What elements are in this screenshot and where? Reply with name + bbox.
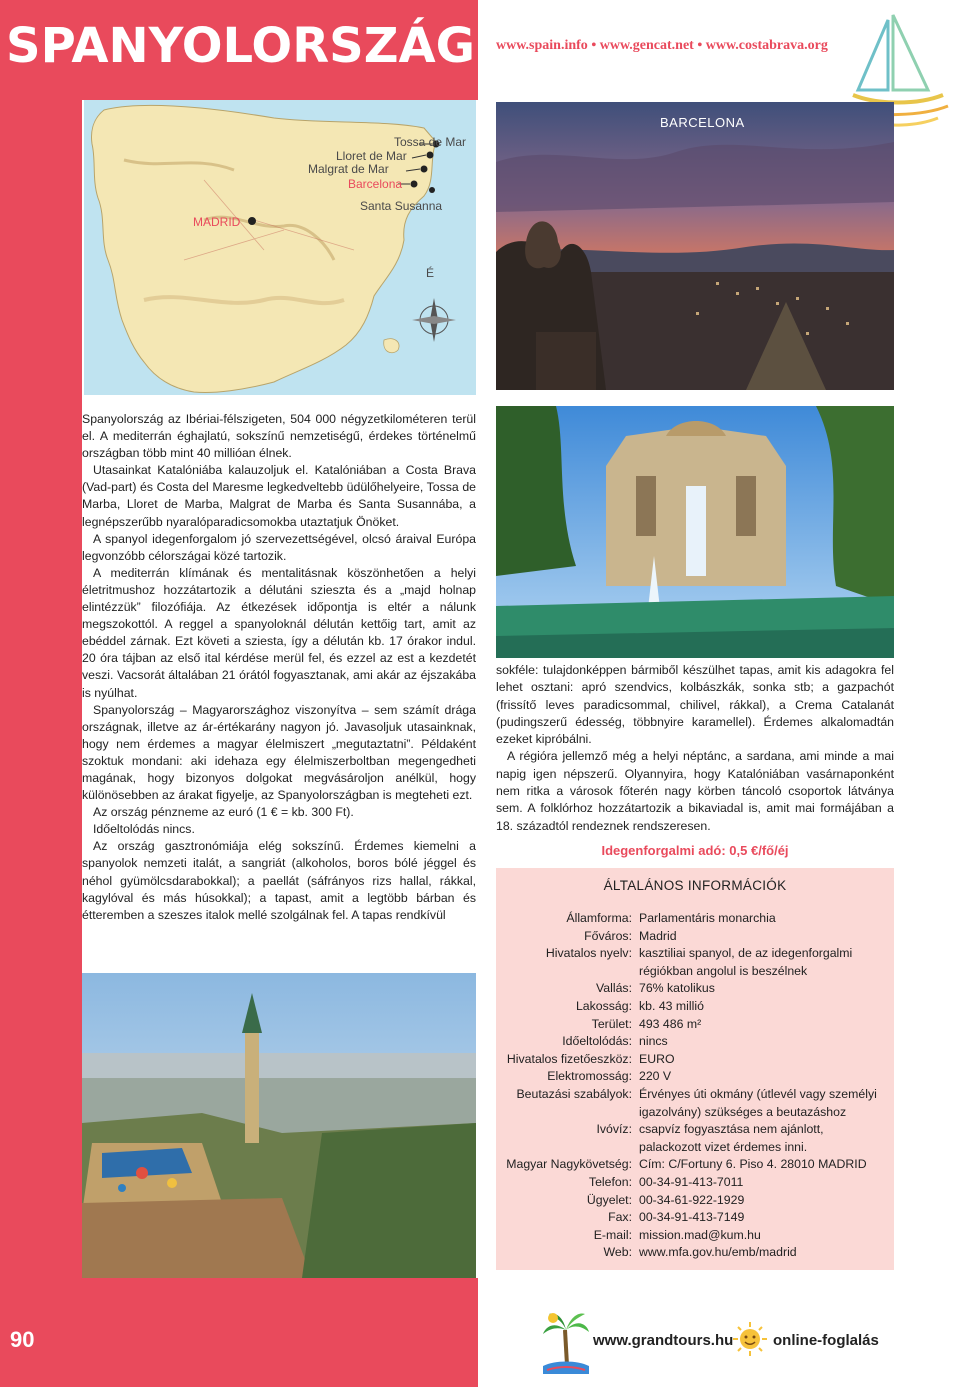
map-label-north: É: [426, 266, 435, 280]
info-row-label: Web:: [603, 1245, 632, 1260]
info-row-label: Telefon:: [588, 1175, 632, 1189]
page-number: 90: [10, 1327, 35, 1352]
info-row-label: Vallás:: [596, 981, 632, 996]
spain-map: [84, 100, 476, 395]
tourist-tax-note: Idegenforgalmi adó: 0,5 €/fő/éj: [601, 843, 789, 858]
tourism-links: [496, 38, 828, 54]
intro-paragraph: A spanyol idegenforgalom jó szervezettségével, olcsó áraival Európa legvonzóbb célországai közé tartozik.: [82, 531, 476, 563]
info-row-label: Főváros:: [584, 928, 632, 943]
info-row-value: kasztiliai spanyol, de az idegenforgalmi régiókban angolul is beszélnek: [639, 946, 853, 978]
info-row-value: 00-34-61-922-1929: [639, 1192, 745, 1207]
map-label-malgrat: Malgrat de Mar: [308, 162, 389, 176]
footer-website-link[interactable]: www.grandtours.hu: [593, 1332, 734, 1349]
page-title: SPANYOLORSZÁG: [6, 18, 476, 74]
intro-paragraph: Spanyolország az Ibériai-félszigeten, 504 000 négyzetkilométeren terül el. A mediterrán éghajlatú, sokszínű nemzetiségű, érdekes történelmű országban több mint 40 millióan élnek.: [82, 412, 476, 461]
vertical-banner-segment: [59, 845, 60, 1305]
intro-paragraph: A mediterrán klímának és mentalitásnak köszönhetően a helyi életritmushoz hozzátartozik a délutáni szieszta és a „majd holnap elintézzük” filozófiája. Az étkezések időpontja is eltér a nálunk megszokottól. A reggel a spanyoloknál délután kettőig tart, amit az ebéddel zárnak. Ezt követi a sziesta, így a délután kb. 17 órakor indul. 20 óra tájban az első ital kérdése merül fel, és ezzel az est a kezdetét veszi. Vacsorát általában 21 órától fogyasztanak, ami akár az éjszakába is nyúlhat.: [82, 565, 476, 700]
online-booking-link[interactable]: online-foglalás: [773, 1332, 879, 1349]
park-guell-photo: [82, 973, 476, 1278]
info-row-value: 493 486 m²: [639, 1016, 702, 1031]
info-row-label: Fax:: [608, 1210, 632, 1225]
info-row-label: Elektromosság:: [547, 1069, 632, 1084]
barcelona-photo: [496, 102, 894, 390]
info-row-label: Államforma:: [566, 911, 632, 925]
link-spain-info[interactable]: www.spain.info: [496, 38, 588, 53]
info-row-value: Parlamentáris monarchia: [639, 911, 776, 925]
map-label-barcelona: Barcelona: [348, 177, 403, 191]
link-separator: •: [591, 38, 597, 53]
general-info-box: [496, 868, 894, 1270]
info-row-value: 00-34-91-413-7149: [639, 1210, 745, 1225]
info-row-value: csapvíz fogyasztása nem ajánlott, palackozott vizet érdemes inni.: [639, 1122, 824, 1154]
vertical-country-banner: [0, 100, 60, 1310]
intro-paragraph: Az ország gasztronómiája elég sokszínű. Érdemes kiemelni a spanyolok nemzeti italát, a sangriát (alkoholos, boros bólé jéggel és néhol gyümölcsdarabokkal); a paellát (sáfrányos rizs hallal, rákkal, kagylóval és más húsokkal); a tapast, amit a legtöbb bárban és étteremben a szeszes italok mellé szolgálnak fel. A tapas rendkívül: [82, 839, 476, 922]
info-row-value: mission.mad@kum.hu: [639, 1227, 761, 1242]
info-row-label: Terület:: [591, 1016, 632, 1031]
info-row-value: EURO: [639, 1051, 675, 1066]
info-row-value: 00-34-91-413-7011: [639, 1175, 744, 1189]
intro-paragraph: Spanyolország – Magyarországhoz viszonyítva – sem számít drága országnak, illetve az ár-értékarány nagyon jó. Javasoljuk utasainknak, hogy nem érdemes a magyar élelmiszert „megutaztatni”. Példaként szoktuk mondani: aki idehaza egy élelmiszerboltban megengedheti magának, hogy bizonyos dolgokat megvásároljon anélkül, hogy különösebben az árakat figyelje, az Spanyolországban is megteheti ezt.: [82, 702, 476, 803]
info-row-value: Madrid: [639, 928, 677, 943]
link-costabrava[interactable]: www.costabrava.org: [705, 38, 828, 53]
photo-caption: BARCELONA: [660, 115, 745, 130]
info-row-label: Időeltolódás:: [562, 1034, 632, 1049]
info-row-label: E-mail:: [593, 1227, 632, 1242]
info-row-value: kb. 43 millió: [639, 999, 704, 1013]
info-row-value: nincs: [639, 1034, 668, 1049]
map-label-santa-susanna: Santa Susanna: [360, 199, 443, 213]
intro-article: [82, 411, 476, 924]
info-row-value: 76% katolikus: [639, 981, 715, 996]
info-row-value: Érvényes úti okmány (útlevél vagy személyi igazolvány) szükséges a beutazáshoz: [639, 1087, 877, 1119]
map-label-lloret: Lloret de Mar: [336, 149, 407, 163]
gastronomy-article: [496, 662, 894, 835]
info-row-value: www.mfa.gov.hu/emb/madrid: [639, 1245, 797, 1260]
info-row-label: Ivóvíz:: [596, 1122, 632, 1137]
info-row-label: Hivatalos fizetőeszköz:: [506, 1051, 632, 1066]
intro-paragraph: Az ország pénzneme az euró (1 € = kb. 300 Ft).: [93, 805, 354, 820]
info-row-label: Magyar Nagykövetség:: [506, 1157, 632, 1172]
info-row-label: Beutazási szabályok:: [516, 1087, 632, 1101]
info-row-value: 220 V: [639, 1069, 672, 1084]
info-row-label: Hivatalos nyelv:: [545, 946, 632, 961]
info-row-value: Cím: C/Fortuny 6. Piso 4. 28010 MADRID: [639, 1157, 867, 1172]
info-row-label: Ügyelet:: [586, 1192, 632, 1207]
link-gencat[interactable]: www.gencat.net: [599, 38, 694, 53]
info-row-label: Lakosság:: [575, 999, 632, 1013]
intro-paragraph: Időeltolódás nincs.: [93, 822, 195, 837]
cascada-fountain-photo: [496, 406, 894, 658]
link-separator: •: [697, 38, 703, 53]
gastronomy-paragraph: A régióra jellemző még a helyi néptánc, a sardana, ami minde a mai napig igen népszerű. Olyannyira, hogy Katalóniában vasárnaponként nem ritka a városok főterén nagy körben táncoló csoportok látványa sem. A folklórhoz hozzátartozik a bikaviadal is, amit mai formájában a 18. századtól rendeznek rendszeresen.: [496, 749, 894, 833]
gastronomy-paragraph: sokféle: tulajdonképpen bármiből készülhet tapas, amit kis adagokra fel lehet osztani: apró szendvics, kolbászkák, sonka stb; a gazpachót (frissítő leves paradicsommal, chilivel, rákkal), a Crema Catalanát (pudingszerű édesség, többnyire karamellel). Érdemes alkalomadtán ezeket kipróbálni.: [496, 663, 894, 747]
intro-paragraph: Utasainkat Katalóniába kalauzoljuk el. Katalóniában a Costa Brava (Vad-part) és Costa del Maresme legkedveltebb üdülőhelyeire, Tossa de Marba, Lloret de Marba, Malgrat de Marba és Santa Susannába, a legnépszerűbb nyaralóparadicsomokba utaztatjuk Önöket.: [82, 463, 476, 529]
info-title: ÁLTALÁNOS INFORMÁCIÓK: [603, 878, 787, 893]
vertical-banner-segment-faded: [59, 100, 60, 385]
vertical-banner-text: [58, 100, 60, 1305]
vertical-banner-segment: [59, 385, 60, 845]
palm-tree-logo-icon: [543, 1310, 589, 1374]
sun-icon: [733, 1322, 767, 1356]
map-label-tossa: Tossa de Mar: [394, 135, 467, 149]
map-label-madrid: MADRID: [193, 215, 241, 229]
